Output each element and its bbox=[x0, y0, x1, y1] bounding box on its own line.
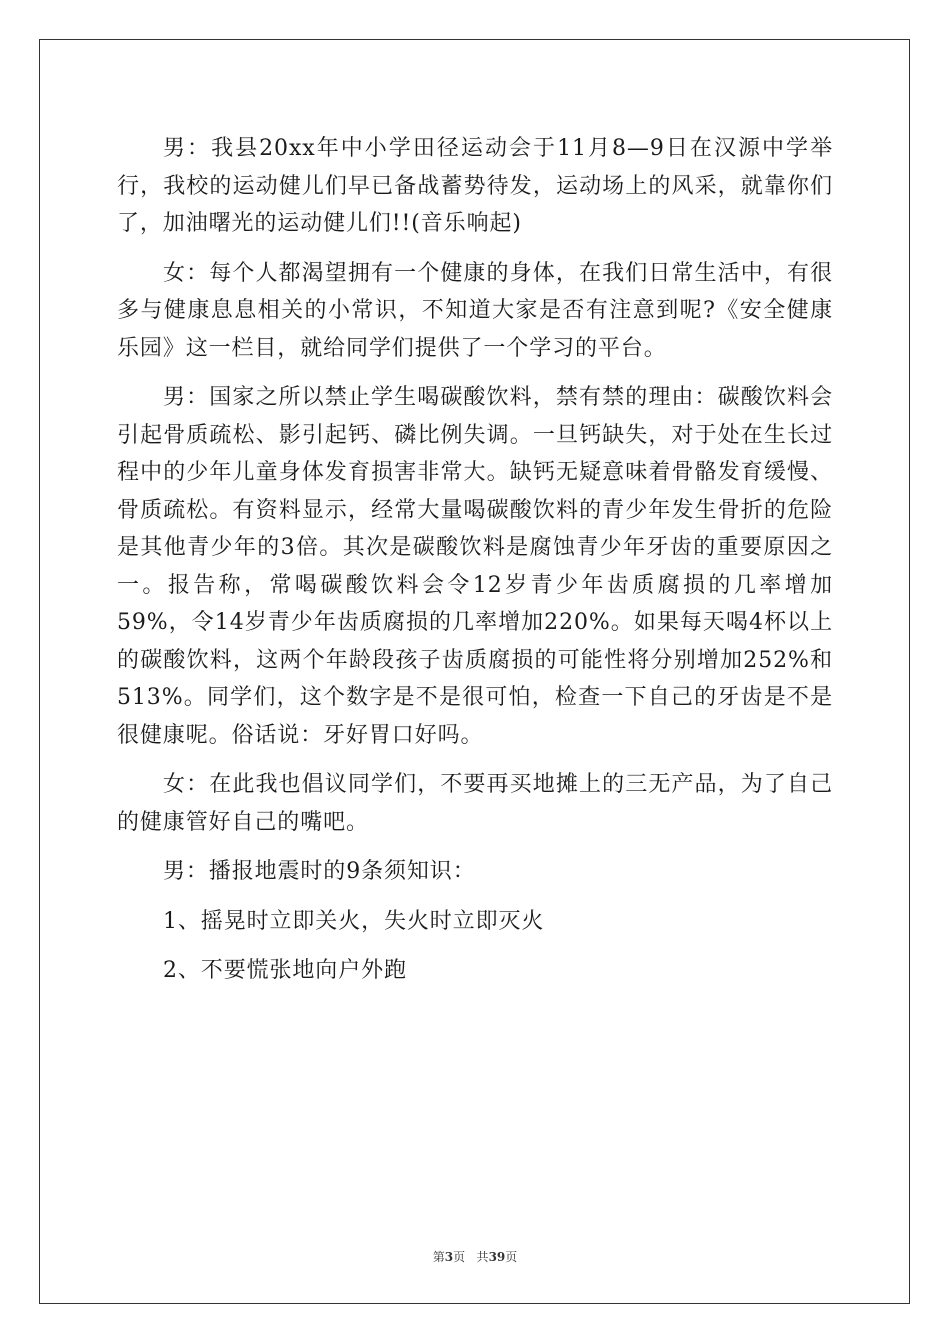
paragraph-4: 女：在此我也倡议同学们，不要再买地摊上的三无产品，为了自己的健康管好自己的嘴吧。 bbox=[117, 772, 833, 835]
page-unit: 页 bbox=[453, 1250, 466, 1264]
list-item-2: 2、不要慌张地向户外跑 bbox=[163, 958, 407, 983]
page-prefix: 第 bbox=[432, 1250, 445, 1264]
list-item-1: 1、摇晃时立即关火，失火时立即灭火 bbox=[163, 908, 545, 934]
page-footer bbox=[0, 1248, 950, 1265]
document-body bbox=[117, 130, 833, 1002]
page-total: 39 bbox=[488, 1250, 506, 1264]
paragraph-1: 男：我县20xx年中小学田径运动会于11月8—9日在汉源中学举行，我校的运动健儿们早已备战蓄势待发，运动场上的风采，就靠你们了，加油曙光的运动健儿们!!(音乐响起) bbox=[117, 136, 833, 236]
paragraph-5: 男：播报地震时的9条须知识： bbox=[163, 859, 476, 884]
total-prefix: 共 bbox=[476, 1250, 489, 1264]
total-unit: 页 bbox=[505, 1250, 518, 1264]
paragraph-2: 女：每个人都渴望拥有一个健康的身体，在我们日常生活中，有很多与健康息息相关的小常识，不知道大家是否有注意到呢?《安全健康乐园》这一栏目，就给同学们提供了一个学习的平台。 bbox=[117, 260, 833, 361]
page-current: 3 bbox=[444, 1250, 454, 1264]
paragraph-3: 男：国家之所以禁止学生喝碳酸饮料，禁有禁的理由：碳酸饮料会引起骨质疏松、影引起钙、磷比例失调。一旦钙缺失，对于处在生长过程中的少年儿童身体发育损害非常大。缺钙无疑意味着骨骼发育缓慢、骨质疏松。有资料显示，经常大量喝碳酸饮料的青少年发生骨折的危险是其他青少年的3倍。其次是碳酸饮料是腐蚀青少年牙齿的重要原因之一。报告称，常喝碳酸饮料会令12岁青少年齿质腐损的几率增加59%，令14岁青少年齿质腐损的几率增加220%。如果每天喝4杯以上的碳酸饮料，这两个年龄段孩子齿质腐损的可能性将分别增加252%和513%。同学们，这个数字是不是很可怕，检查一下自己的牙齿是不是很健康呢。俗话说：牙好胃口好吗。 bbox=[117, 385, 833, 748]
